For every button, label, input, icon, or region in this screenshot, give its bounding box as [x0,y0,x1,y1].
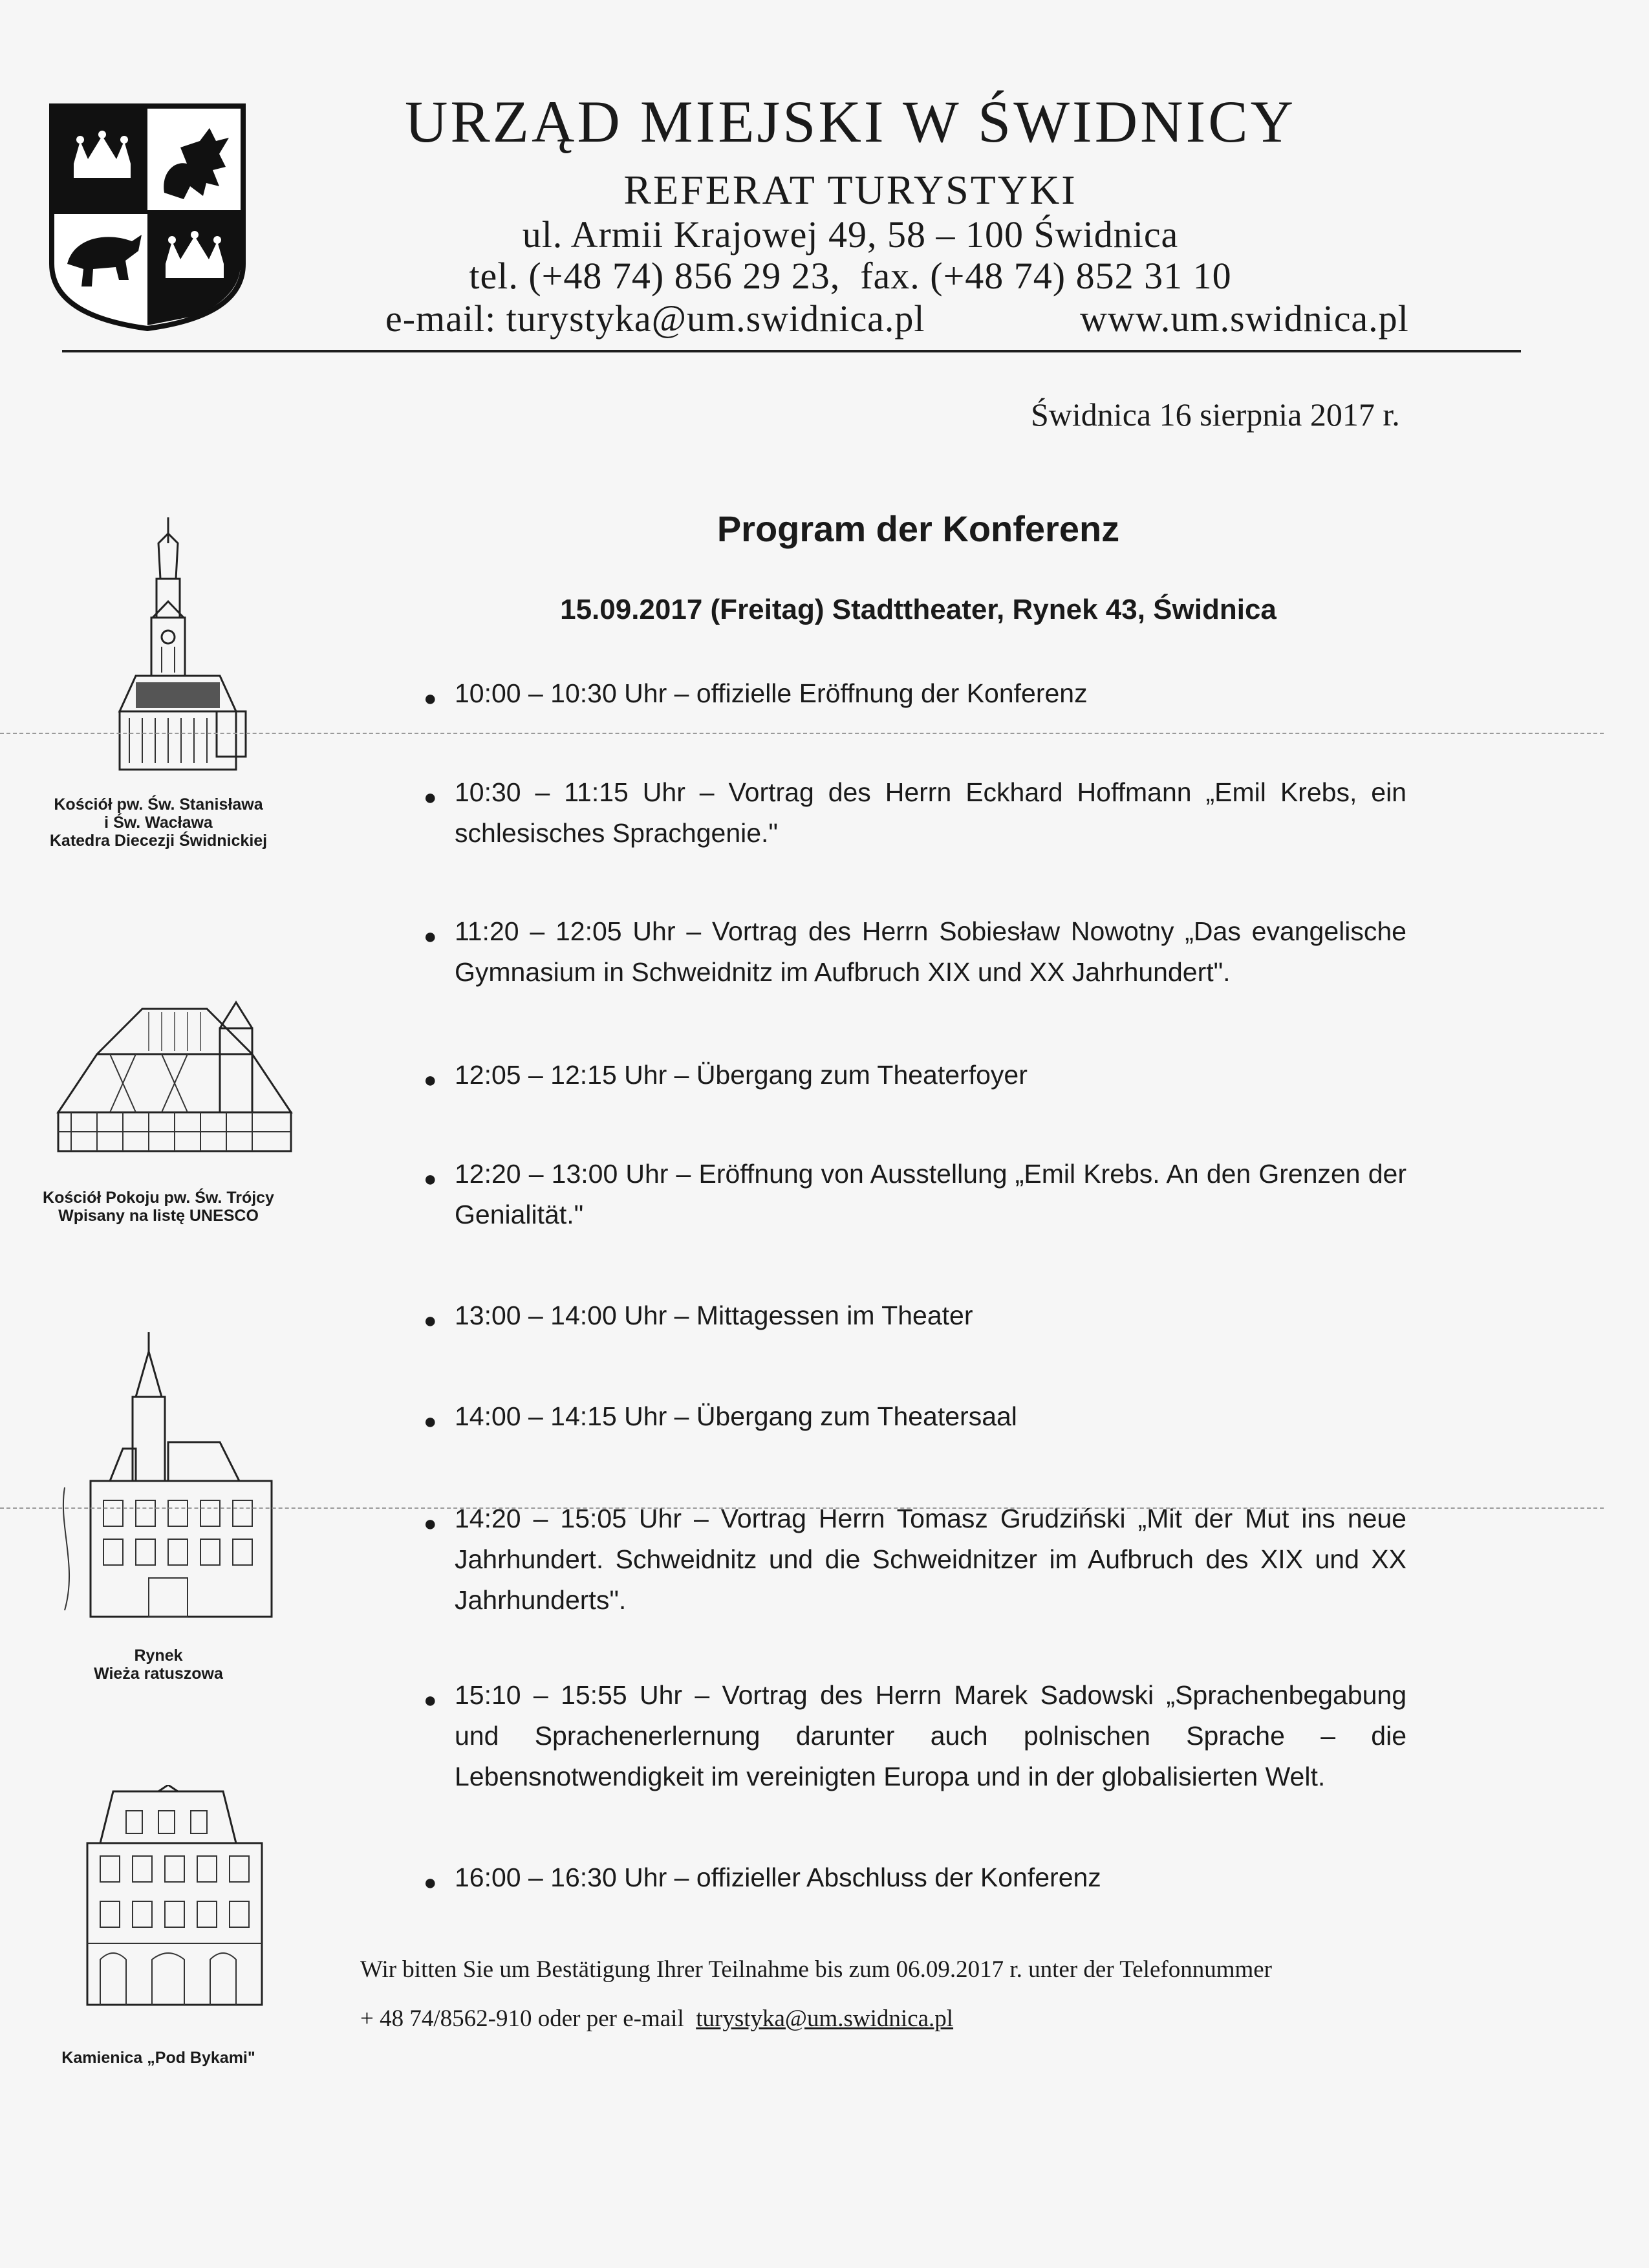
header-divider [62,350,1521,352]
program-item [424,1055,1406,1096]
department-name: REFERAT TURYSTYKI [623,167,1077,213]
bullet-icon: ● [424,924,437,949]
confirmation-contact [360,2005,953,2033]
program-item [424,772,1406,854]
program-item [424,1396,1406,1437]
phone-fax: tel. (+48 74) 856 29 23, fax. (+48 74) 852 31 10 [469,255,1232,297]
program-item-text: 10:30 – 11:15 Uhr – Vortrag des Herrn Eckhard Hoffmann „Emil Krebs, ein schlesisches Sprachgenie." [455,777,1406,848]
program-item [424,1498,1406,1621]
program-item-text: 14:00 – 14:15 Uhr – Übergang zum Theatersaal [455,1401,1017,1431]
document-date: Świdnica 16 sierpnia 2017 r. [1031,396,1400,433]
program-item-text: 12:20 – 13:00 Uhr – Eröffnung von Ausstellung „Emil Krebs. An den Grenzen der Genialität." [455,1159,1406,1229]
program-subtitle: 15.09.2017 (Freitag) Stadttheater, Rynek 43, Świdnica [560,594,1277,625]
caption-line: Kamienica „Pod Bykami" [61,2049,255,2067]
program-item-text: 13:00 – 14:00 Uhr – Mittagessen im Theater [455,1301,973,1330]
program-item [424,1154,1406,1235]
office-name: URZĄD MIEJSKI W ŚWIDNICY [404,89,1297,155]
program-item [424,673,1406,714]
peace-church-caption [26,1189,291,1225]
cathedral-caption [26,795,291,850]
program-item-text: 16:00 – 16:30 Uhr – offizieller Abschluss der Konferenz [455,1863,1101,1892]
town-hall-caption [26,1647,291,1683]
bullet-icon: ● [424,1870,437,1895]
program-item [424,911,1406,993]
bullet-icon: ● [424,1068,437,1092]
caption-line: Wpisany na listę UNESCO [58,1207,259,1225]
bullet-icon: ● [424,1688,437,1712]
email-address: e-mail: turystyka@um.swidnica.pl [385,297,925,340]
program-item-text: 12:05 – 12:15 Uhr – Übergang zum Theaterfoyer [455,1060,1028,1090]
caption-line: Rynek [134,1647,183,1665]
townhouse-illustration [61,1785,275,2018]
scan-fold-line [0,733,1604,734]
bullet-icon: ● [424,686,437,711]
bullet-icon: ● [424,1167,437,1191]
city-coat-of-arms-logo [48,102,247,332]
cathedral-illustration [97,517,259,776]
bullet-icon: ● [424,785,437,810]
bullet-icon: ● [424,1511,437,1536]
program-item [424,1295,1406,1336]
program-item-text: 14:20 – 15:05 Uhr – Vortrag Herrn Tomasz Grudziński „Mit der Mut ins neue Jahrhundert. Schweidnitz und die Schweidnitzer im Aufbruch des XIX und XX Jahrhunderts". [455,1504,1406,1615]
program-item-text: 15:10 – 15:55 Uhr – Vortrag des Herrn Marek Sadowski „Sprachenbegabung und Sprachenerlernung darunter auch polnischen Sprache – die Lebensnotwendigkeit im vereinigten Europa und in der globalisierten Welt. [455,1680,1406,1791]
contact-email-link[interactable]: turystyka@um.swidnica.pl [696,2005,954,2032]
address: ul. Armii Krajowej 49, 58 – 100 Świdnica [522,213,1179,255]
website-link[interactable]: www.um.swidnica.pl [1080,297,1409,340]
peace-church-illustration [45,983,304,1158]
town-hall-illustration [52,1332,285,1630]
bullet-icon: ● [424,1409,437,1434]
program-title: Program der Konferenz [717,508,1120,549]
program-item-text: 10:00 – 10:30 Uhr – offizielle Eröffnung der Konferenz [455,678,1088,708]
program-item [424,1675,1406,1797]
contact-phone-text: + 48 74/8562-910 oder per e-mail [360,2005,696,2032]
caption-line: Kościół Pokoju pw. Św. Trójcy [43,1189,274,1207]
caption-line: i Św. Wacława [104,814,213,832]
program-item-text: 11:20 – 12:05 Uhr – Vortrag des Herrn Sobiesław Nowotny „Das evangelische Gymnasium in Schweidnitz im Aufbruch XIX und XX Jahrhundert". [455,916,1406,987]
program-item [424,1857,1406,1898]
caption-line: Kościół pw. Św. Stanisława [54,795,263,814]
townhouse-caption [26,2049,291,2067]
caption-line: Katedra Diecezji Świdnickiej [49,832,268,850]
bullet-icon: ● [424,1308,437,1333]
caption-line: Wieża ratuszowa [94,1665,223,1683]
confirmation-request: Wir bitten Sie um Bestätigung Ihrer Teilnahme bis zum 06.09.2017 r. unter der Telefonnummer [360,1956,1272,1983]
